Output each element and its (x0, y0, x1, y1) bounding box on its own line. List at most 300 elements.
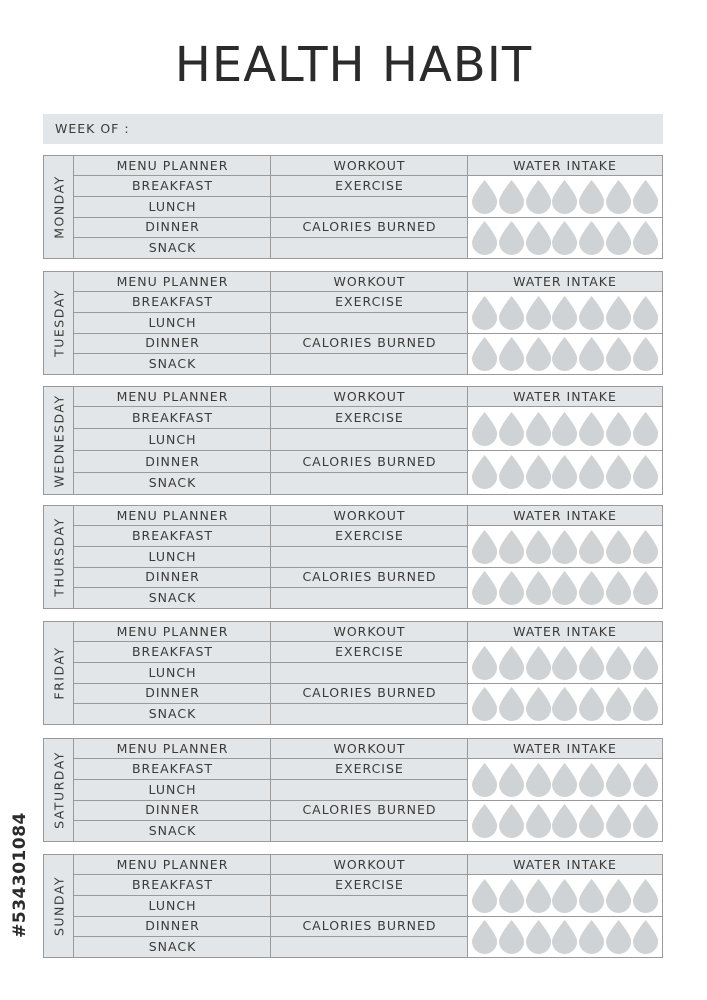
meal-row-snack[interactable] (74, 937, 271, 958)
week-of-label: WEEK OF : (55, 121, 130, 136)
day-label (44, 272, 75, 374)
day-name: MONDAY (51, 175, 67, 239)
meal-label: BREAKFAST (131, 178, 214, 193)
water-drop-icon[interactable] (552, 646, 577, 680)
water-drop-icon[interactable] (526, 455, 551, 489)
water-drop-icon[interactable] (526, 646, 551, 680)
workout-label: CALORIES BURNED (271, 916, 468, 937)
grid-divider (467, 622, 468, 724)
water-drop-icon[interactable] (499, 571, 524, 605)
water-drop-icon[interactable] (526, 763, 551, 797)
grid-divider (468, 217, 662, 218)
workout-header: WORKOUT (271, 855, 468, 875)
water-drop-icon[interactable] (552, 920, 577, 954)
workout-label: CALORIES BURNED (271, 800, 468, 821)
water-drop-icon[interactable] (606, 180, 631, 214)
workout-entry[interactable] (271, 896, 468, 917)
water-drop-icon[interactable] (472, 920, 497, 954)
meal-label: LUNCH (148, 314, 197, 330)
water-drop-icon[interactable] (526, 180, 551, 214)
meal-row-snack[interactable] (74, 588, 271, 609)
workout-header: WORKOUT (271, 622, 468, 642)
water-drop-icon[interactable] (552, 571, 577, 605)
meal-row-dinner[interactable] (74, 916, 271, 937)
day-name: THURSDAY (51, 517, 67, 597)
meal-label: LUNCH (148, 664, 197, 680)
water-drop-icon[interactable] (472, 180, 497, 214)
grid-divider (468, 800, 662, 801)
meal-label: DINNER (145, 685, 200, 700)
grid-divider (271, 895, 468, 896)
workout-label: EXERCISE (271, 526, 468, 547)
grid-divider (270, 622, 271, 724)
water-drop-icon[interactable] (606, 571, 631, 605)
workout-entry[interactable] (271, 937, 468, 958)
water-drop-icon[interactable] (579, 763, 604, 797)
water-drop-row (468, 916, 662, 957)
water-drop-icon[interactable] (606, 763, 631, 797)
grid-divider (73, 156, 74, 258)
water-drop-row (468, 217, 662, 258)
water-drop-icon[interactable] (633, 530, 658, 564)
meal-row-breakfast[interactable] (74, 407, 271, 429)
water-drop-icon[interactable] (606, 530, 631, 564)
meal-label: LUNCH (148, 781, 197, 797)
water-drop-icon[interactable] (526, 879, 551, 913)
workout-entry[interactable] (271, 238, 468, 259)
water-drop-icon[interactable] (552, 296, 577, 330)
day-name: SATURDAY (51, 751, 67, 829)
water-drop-icon[interactable] (606, 412, 631, 446)
water-drop-icon[interactable] (526, 804, 551, 838)
day-block-sunday (43, 854, 663, 958)
water-drop-icon[interactable] (526, 920, 551, 954)
meal-label: SNACK (148, 705, 197, 721)
water-drop-icon[interactable] (579, 221, 604, 255)
grid-divider (73, 855, 74, 957)
grid-divider (468, 567, 662, 568)
meal-label: BREAKFAST (131, 528, 214, 543)
water-drop-icon[interactable] (606, 646, 631, 680)
water-drop-icon[interactable] (526, 296, 551, 330)
grid-divider (73, 739, 74, 841)
grid-divider (467, 506, 468, 608)
grid-divider (467, 387, 468, 494)
water-drop-icon[interactable] (579, 412, 604, 446)
grid-divider (74, 800, 271, 801)
water-drop-icon[interactable] (552, 221, 577, 255)
grid-divider (74, 237, 271, 238)
grid-divider (468, 333, 662, 334)
meal-label: DINNER (145, 918, 200, 933)
water-drop-icon[interactable] (499, 879, 524, 913)
day-block-thursday (43, 505, 663, 609)
water-drop-row (468, 759, 662, 800)
meal-label: BREAKFAST (131, 294, 214, 309)
workout-entry[interactable] (271, 354, 468, 375)
water-drop-row (468, 875, 662, 916)
workout-label: CALORIES BURNED (271, 333, 468, 354)
water-drop-icon[interactable] (633, 687, 658, 721)
grid-divider (74, 936, 271, 937)
water-drop-icon[interactable] (499, 687, 524, 721)
meal-label: SNACK (148, 475, 197, 491)
workout-label: EXERCISE (271, 759, 468, 780)
water-drop-icon[interactable] (526, 221, 551, 255)
grid-divider (74, 353, 271, 354)
workout-header: WORKOUT (271, 156, 468, 176)
meal-label: SNACK (148, 239, 197, 255)
grid-divider (270, 156, 271, 258)
meal-label: BREAKFAST (131, 877, 214, 892)
workout-label: EXERCISE (271, 875, 468, 896)
menu-planner-header: MENU PLANNER (74, 506, 271, 526)
day-block-saturday (43, 738, 663, 842)
day-label (44, 387, 75, 494)
meal-label: DINNER (145, 802, 200, 817)
meal-label: DINNER (145, 569, 200, 584)
meal-label: SNACK (148, 355, 197, 371)
workout-entry[interactable] (271, 547, 468, 568)
water-drop-row (468, 526, 662, 567)
meal-row-snack[interactable] (74, 354, 271, 375)
water-drop-icon[interactable] (499, 296, 524, 330)
workout-label: EXERCISE (271, 292, 468, 313)
grid-divider (270, 739, 271, 841)
water-drop-icon[interactable] (472, 879, 497, 913)
water-drop-icon[interactable] (526, 337, 551, 371)
meal-label: SNACK (148, 822, 197, 838)
water-drop-icon[interactable] (472, 530, 497, 564)
workout-entry[interactable] (271, 780, 468, 801)
water-drop-icon[interactable] (552, 763, 577, 797)
water-drop-icon[interactable] (606, 920, 631, 954)
menu-planner-header: MENU PLANNER (74, 272, 271, 292)
meal-label: LUNCH (148, 548, 197, 564)
workout-entry[interactable] (271, 472, 468, 494)
meal-row-lunch[interactable] (74, 313, 271, 334)
meal-label: SNACK (148, 589, 197, 605)
workout-entry[interactable] (271, 313, 468, 334)
grid-divider (271, 587, 468, 588)
water-drop-icon[interactable] (606, 804, 631, 838)
water-intake-header: WATER INTAKE (468, 156, 662, 176)
grid-divider (74, 196, 271, 197)
water-drop-icon[interactable] (472, 804, 497, 838)
grid-divider (271, 916, 468, 917)
water-drop-icon[interactable] (472, 296, 497, 330)
grid-divider (74, 472, 271, 473)
grid-divider (271, 217, 468, 218)
grid-divider (74, 587, 271, 588)
day-block-wednesday (43, 386, 663, 495)
water-drop-icon[interactable] (499, 180, 524, 214)
grid-divider (73, 506, 74, 608)
menu-planner-header: MENU PLANNER (74, 622, 271, 642)
menu-planner-header: MENU PLANNER (74, 855, 271, 875)
workout-entry[interactable] (271, 429, 468, 451)
meal-label: SNACK (148, 938, 197, 954)
grid-divider (74, 703, 271, 704)
water-intake-header: WATER INTAKE (468, 272, 662, 292)
water-drop-icon[interactable] (499, 455, 524, 489)
meal-row-lunch[interactable] (74, 896, 271, 917)
water-drop-icon[interactable] (552, 180, 577, 214)
water-drop-icon[interactable] (472, 646, 497, 680)
grid-divider (271, 237, 468, 238)
meal-label: LUNCH (148, 198, 197, 214)
water-drop-icon[interactable] (552, 804, 577, 838)
grid-divider (271, 800, 468, 801)
water-drop-icon[interactable] (606, 296, 631, 330)
grid-divider (468, 916, 662, 917)
meal-label: LUNCH (148, 897, 197, 913)
meal-row-lunch[interactable] (74, 429, 271, 451)
water-drop-icon[interactable] (633, 804, 658, 838)
workout-entry[interactable] (271, 588, 468, 609)
grid-divider (74, 428, 271, 429)
meal-row-dinner[interactable] (74, 567, 271, 588)
water-drop-icon[interactable] (579, 646, 604, 680)
grid-divider (74, 312, 271, 313)
grid-divider (467, 272, 468, 374)
water-drop-icon[interactable] (499, 337, 524, 371)
water-intake-header: WATER INTAKE (468, 739, 662, 759)
water-drop-icon[interactable] (633, 763, 658, 797)
water-drop-icon[interactable] (633, 879, 658, 913)
meal-row-dinner[interactable] (74, 800, 271, 821)
water-drop-row (468, 333, 662, 374)
water-drop-icon[interactable] (579, 337, 604, 371)
meal-label: LUNCH (148, 431, 197, 447)
workout-label: EXERCISE (271, 176, 468, 197)
water-drop-icon[interactable] (579, 180, 604, 214)
day-label (44, 855, 75, 957)
workout-label: CALORIES BURNED (271, 683, 468, 704)
water-drop-icon[interactable] (552, 337, 577, 371)
grid-divider (271, 703, 468, 704)
water-drop-icon[interactable] (472, 763, 497, 797)
workout-label: CALORIES BURNED (271, 217, 468, 238)
workout-label: EXERCISE (271, 642, 468, 663)
day-name: WEDNESDAY (51, 393, 67, 488)
grid-divider (468, 683, 662, 684)
grid-divider (74, 450, 271, 451)
water-drop-icon[interactable] (633, 180, 658, 214)
water-drop-icon[interactable] (633, 920, 658, 954)
grid-divider (271, 196, 468, 197)
meal-row-lunch[interactable] (74, 780, 271, 801)
grid-divider (74, 333, 271, 334)
meal-row-dinner[interactable] (74, 217, 271, 238)
water-drop-icon[interactable] (552, 412, 577, 446)
meal-row-snack[interactable] (74, 238, 271, 259)
grid-divider (271, 779, 468, 780)
grid-divider (467, 855, 468, 957)
meal-row-snack[interactable] (74, 472, 271, 494)
grid-divider (74, 779, 271, 780)
grid-divider (468, 450, 662, 451)
workout-entry[interactable] (271, 704, 468, 725)
water-drop-row (468, 642, 662, 683)
grid-divider (271, 546, 468, 547)
workout-entry[interactable] (271, 197, 468, 218)
meal-row-dinner[interactable] (74, 333, 271, 354)
meal-row-breakfast[interactable] (74, 759, 271, 780)
water-drop-row (468, 683, 662, 724)
meal-row-dinner[interactable] (74, 451, 271, 473)
water-drop-icon[interactable] (552, 879, 577, 913)
water-drop-icon[interactable] (633, 646, 658, 680)
day-block-friday (43, 621, 663, 725)
menu-planner-header: MENU PLANNER (74, 739, 271, 759)
meal-label: BREAKFAST (131, 761, 214, 776)
meal-row-snack[interactable] (74, 821, 271, 842)
grid-divider (73, 272, 74, 374)
grid-divider (270, 387, 271, 494)
meal-row-breakfast[interactable] (74, 875, 271, 896)
workout-entry[interactable] (271, 663, 468, 684)
water-drop-icon[interactable] (499, 412, 524, 446)
meal-label: DINNER (145, 335, 200, 350)
water-drop-icon[interactable] (472, 221, 497, 255)
water-drop-icon[interactable] (499, 221, 524, 255)
water-drop-icon[interactable] (499, 763, 524, 797)
day-label (44, 156, 75, 258)
grid-divider (271, 936, 468, 937)
water-drop-icon[interactable] (606, 337, 631, 371)
menu-planner-header: MENU PLANNER (74, 156, 271, 176)
week-of-field[interactable] (43, 114, 663, 144)
day-label (44, 506, 75, 608)
workout-label: CALORIES BURNED (271, 567, 468, 588)
water-drop-icon[interactable] (526, 412, 551, 446)
grid-divider (74, 683, 271, 684)
water-drop-icon[interactable] (552, 455, 577, 489)
water-drop-icon[interactable] (633, 412, 658, 446)
grid-divider (73, 622, 74, 724)
workout-header: WORKOUT (271, 387, 468, 407)
grid-divider (271, 567, 468, 568)
water-drop-icon[interactable] (499, 920, 524, 954)
workout-header: WORKOUT (271, 506, 468, 526)
grid-divider (467, 739, 468, 841)
water-drop-icon[interactable] (579, 920, 604, 954)
grid-divider (74, 895, 271, 896)
water-drop-icon[interactable] (633, 455, 658, 489)
grid-divider (271, 353, 468, 354)
water-drop-icon[interactable] (579, 530, 604, 564)
grid-divider (270, 506, 271, 608)
day-block-tuesday (43, 271, 663, 375)
water-drop-icon[interactable] (499, 530, 524, 564)
water-drop-icon[interactable] (526, 571, 551, 605)
water-drop-icon[interactable] (579, 296, 604, 330)
grid-divider (271, 820, 468, 821)
water-intake-header: WATER INTAKE (468, 855, 662, 875)
water-drop-icon[interactable] (472, 571, 497, 605)
water-drop-icon[interactable] (606, 455, 631, 489)
water-drop-row (468, 292, 662, 333)
water-drop-icon[interactable] (633, 296, 658, 330)
workout-header: WORKOUT (271, 739, 468, 759)
water-intake-header: WATER INTAKE (468, 387, 662, 407)
water-drop-icon[interactable] (579, 455, 604, 489)
grid-divider (270, 272, 271, 374)
water-drop-icon[interactable] (606, 221, 631, 255)
meal-row-dinner[interactable] (74, 683, 271, 704)
menu-planner-header: MENU PLANNER (74, 387, 271, 407)
water-drop-icon[interactable] (552, 687, 577, 721)
day-label (44, 622, 75, 724)
workout-label: EXERCISE (271, 407, 468, 429)
water-drop-row (468, 407, 662, 451)
water-drop-icon[interactable] (552, 530, 577, 564)
meal-row-snack[interactable] (74, 704, 271, 725)
water-drop-icon[interactable] (526, 687, 551, 721)
meal-row-lunch[interactable] (74, 547, 271, 568)
grid-divider (271, 683, 468, 684)
grid-divider (74, 916, 271, 917)
water-drop-icon[interactable] (472, 455, 497, 489)
water-drop-icon[interactable] (472, 687, 497, 721)
water-drop-icon[interactable] (472, 337, 497, 371)
meal-row-breakfast[interactable] (74, 292, 271, 313)
water-drop-icon[interactable] (579, 879, 604, 913)
water-drop-icon[interactable] (633, 337, 658, 371)
day-name: SUNDAY (51, 875, 67, 937)
water-drop-icon[interactable] (472, 412, 497, 446)
water-drop-icon[interactable] (606, 879, 631, 913)
workout-entry[interactable] (271, 821, 468, 842)
grid-divider (74, 662, 271, 663)
grid-divider (271, 312, 468, 313)
meal-label: DINNER (145, 453, 200, 469)
meal-row-lunch[interactable] (74, 197, 271, 218)
grid-divider (74, 567, 271, 568)
meal-row-lunch[interactable] (74, 663, 271, 684)
water-drop-icon[interactable] (499, 646, 524, 680)
water-drop-row (468, 567, 662, 608)
water-drop-row (468, 176, 662, 217)
grid-divider (271, 428, 468, 429)
water-drop-icon[interactable] (633, 571, 658, 605)
water-drop-icon[interactable] (499, 804, 524, 838)
water-drop-icon[interactable] (606, 687, 631, 721)
meal-row-breakfast[interactable] (74, 526, 271, 547)
workout-label: CALORIES BURNED (271, 451, 468, 473)
day-block-monday (43, 155, 663, 259)
grid-divider (74, 217, 271, 218)
water-drop-icon[interactable] (633, 221, 658, 255)
day-name: FRIDAY (51, 646, 67, 700)
meal-row-breakfast[interactable] (74, 176, 271, 197)
grid-divider (73, 387, 74, 494)
day-name: TUESDAY (51, 289, 67, 357)
meal-row-breakfast[interactable] (74, 642, 271, 663)
grid-divider (271, 333, 468, 334)
meal-label: DINNER (145, 219, 200, 234)
workout-header: WORKOUT (271, 272, 468, 292)
water-drop-row (468, 800, 662, 841)
water-drop-icon[interactable] (526, 530, 551, 564)
water-drop-icon[interactable] (579, 571, 604, 605)
water-drop-icon[interactable] (579, 687, 604, 721)
grid-divider (271, 450, 468, 451)
water-intake-header: WATER INTAKE (468, 622, 662, 642)
meal-label: BREAKFAST (131, 410, 214, 425)
water-drop-icon[interactable] (579, 804, 604, 838)
